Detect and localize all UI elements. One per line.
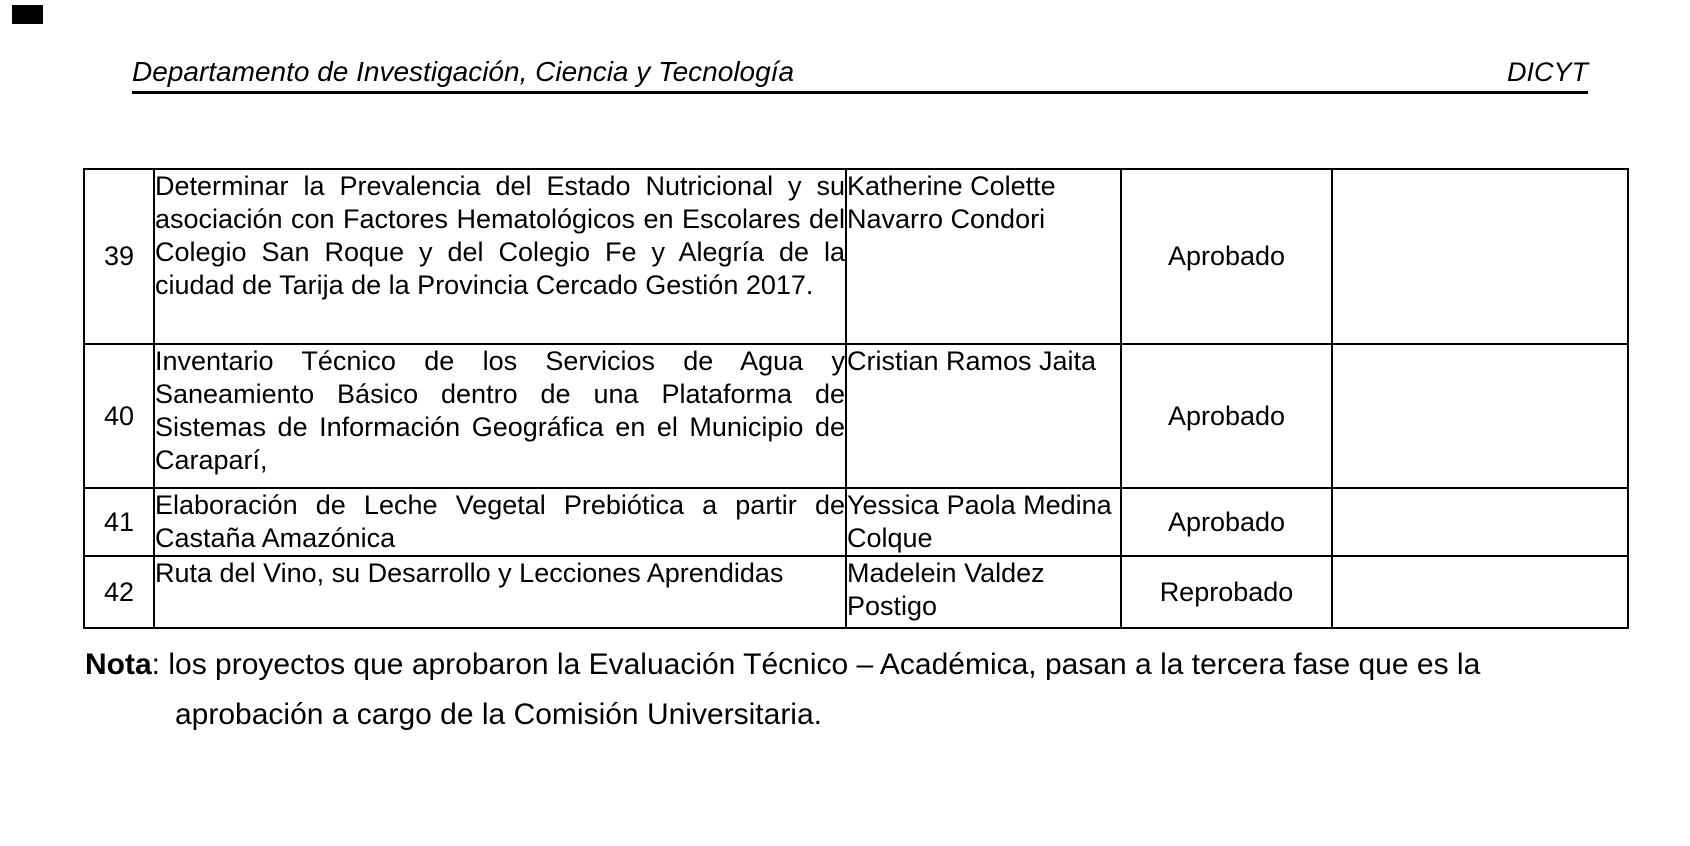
- cell-observations: [1332, 169, 1628, 344]
- table-row: [84, 488, 1628, 556]
- cell-result: Aprobado: [1121, 344, 1332, 488]
- redaction-mark: [12, 5, 43, 24]
- evaluation-table: [83, 168, 1629, 629]
- cell-number: 39: [84, 169, 154, 344]
- cell-result: Reprobado: [1121, 556, 1332, 628]
- cell-project-title: Elaboración de Leche Vegetal Prebiótica a partir de Castaña Amazónica: [154, 488, 846, 556]
- cell-project-title: Inventario Técnico de los Servicios de Agua y Saneamiento Básico dentro de una Plataforma de Sistemas de Información Geográfica en el Municipio de Caraparí,: [154, 344, 846, 488]
- cell-result: Aprobado: [1121, 488, 1332, 556]
- note-text: : los proyectos que aprobaron la Evaluación Técnico – Académica, pasan a la tercera fase que es la: [151, 648, 1481, 681]
- cell-number: 41: [84, 488, 154, 556]
- table-row: [84, 344, 1628, 488]
- cell-number: 40: [84, 344, 154, 488]
- cell-project-title: Ruta del Vino, su Desarrollo y Lecciones Aprendidas: [154, 556, 846, 628]
- note-line-1: [85, 640, 1597, 690]
- cell-number: 42: [84, 556, 154, 628]
- table-row: [84, 169, 1628, 344]
- cell-observations: [1332, 556, 1628, 628]
- note-line-2: aprobación a cargo de la Comisión Universitaria.: [175, 698, 822, 731]
- dicyt-label: DICYT: [1507, 57, 1588, 87]
- table-row: [84, 556, 1628, 628]
- cell-observations: [1332, 344, 1628, 488]
- cell-student-name: Yessica Paola Medina Colque: [846, 488, 1121, 556]
- cell-project-title: Determinar la Prevalencia del Estado Nutricional y su asociación con Factores Hematológicos en Escolares del Colegio San Roque y del Colegio Fe y Alegría de la ciudad de Tarija de la Provincia Cercado Gestión 2017.: [154, 169, 846, 344]
- cell-student-name: Madelein Valdez Postigo: [846, 556, 1121, 628]
- cell-student-name: Katherine Colette Navarro Condori: [846, 169, 1121, 344]
- cell-result: Aprobado: [1121, 169, 1332, 344]
- page-header: [132, 56, 1588, 94]
- note: [85, 640, 1597, 740]
- cell-student-name: Cristian Ramos Jaita: [846, 344, 1121, 488]
- note-label: Nota: [85, 648, 152, 681]
- department-title: Departamento de Investigación, Ciencia y Tecnología: [132, 56, 795, 87]
- cell-observations: [1332, 488, 1628, 556]
